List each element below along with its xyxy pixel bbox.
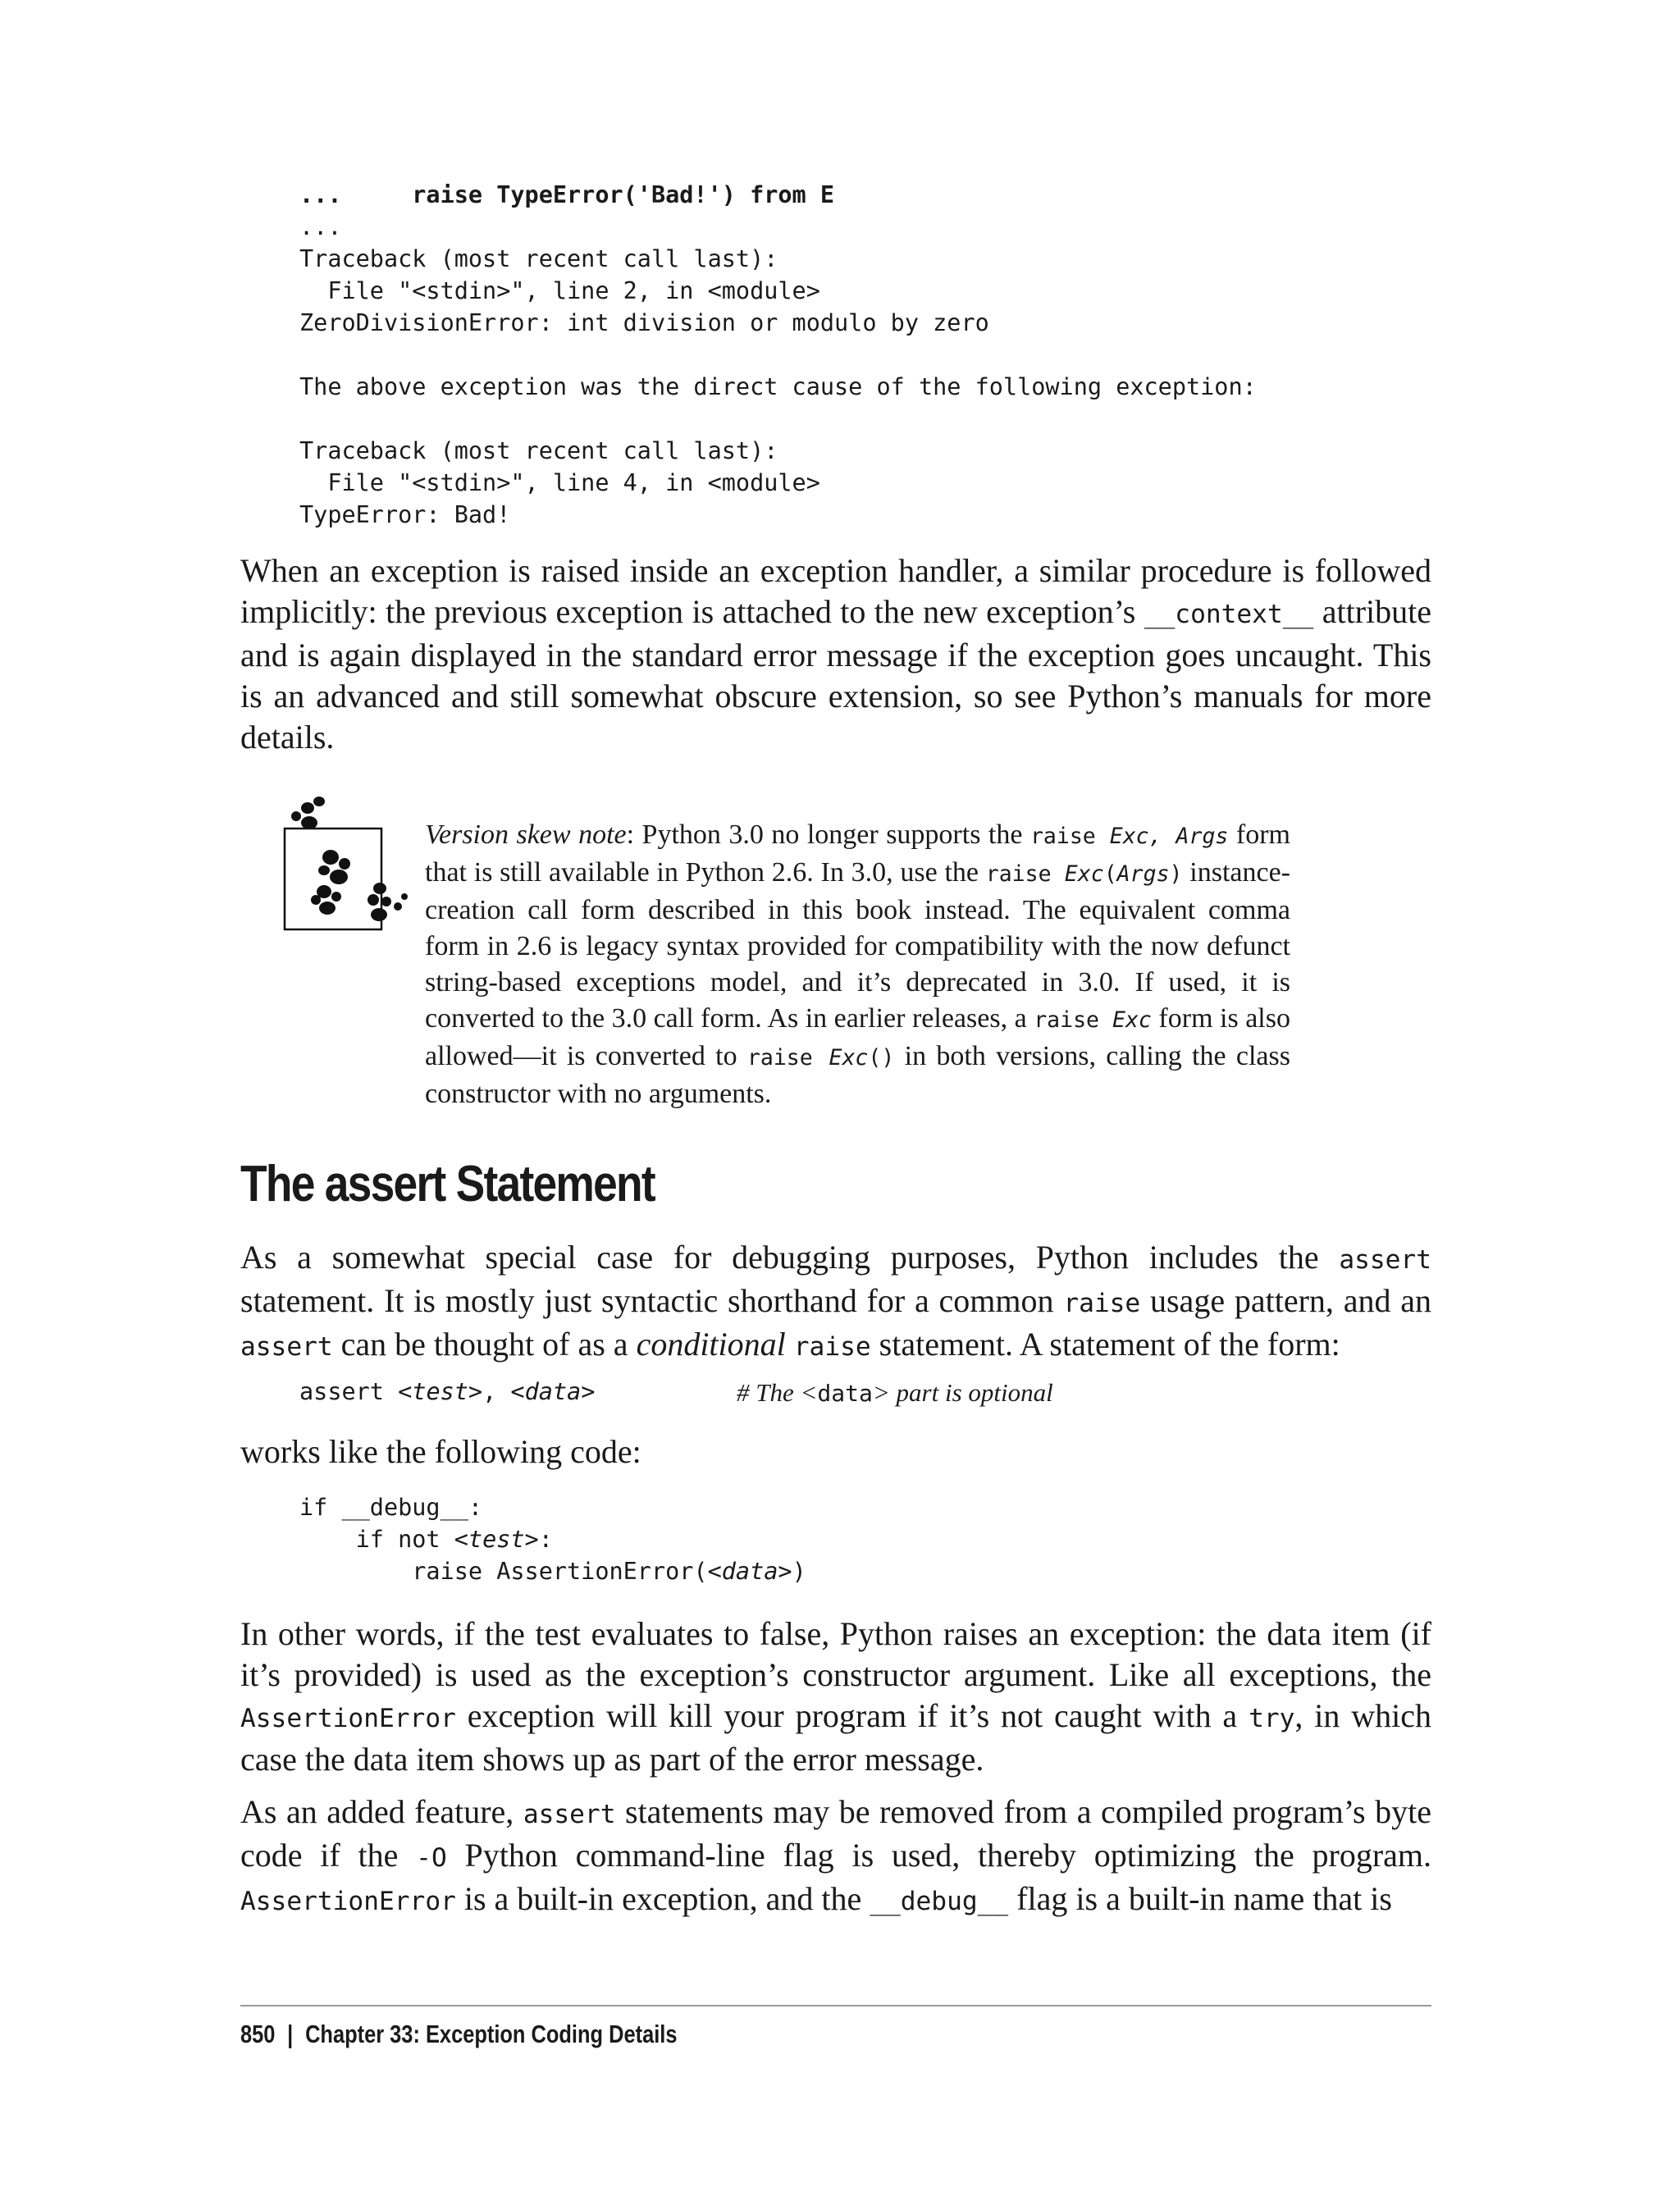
code-block-debug [299, 1491, 806, 1587]
code-line: Traceback (most recent call last): [299, 245, 778, 272]
code-line: File "<stdin>", line 2, in <module> [299, 277, 820, 304]
version-skew-note: Version skew note: Python 3.0 no longer supports the raise Exc, Args form that is still available in Python 2.6. In 3.0, use the raise Exc(Args) instance-creation call form described in this book instead. The equivalent comma form in 2.6 is legacy syntax provided for compatibility with the now defunct string-based exceptions model, and it’s deprecated in 3.0. If used, it is converted to the 3.0 call form. As in earlier releases, a raise Exc form is also allowed—it is converted to raise Exc() in both versions, calling the class constructor with no arguments. [425, 819, 1290, 1109]
code-line: raise AssertionError(<data>) [299, 1558, 806, 1585]
footer-separator: | [287, 2020, 294, 2048]
code-line: The above exception was the direct cause of the following exception: [299, 373, 1257, 400]
paragraph-assert-intro: As a somewhat special case for debugging purposes, Python includes the assert statement. It is mostly just syntactic shorthand for a common raise usage pattern, and an assert can be thought of as a conditional raise statement. A statement of the form: [240, 1239, 1432, 1363]
code-line: if not <test>: [299, 1526, 553, 1553]
code-line: File "<stdin>", line 4, in <module> [299, 469, 820, 496]
footer-divider [240, 2005, 1431, 2006]
section-heading: The assert Statement [240, 1156, 655, 1212]
code-line: ... [299, 213, 342, 240]
assert-form-comment: # The <data> part is optional [737, 1378, 1053, 1407]
page-number: 850 [240, 2020, 276, 2048]
paragraph-context: When an exception is raised inside an exception handler, a similar procedure is followed implicitly: the previous exception is attached to the new exception’s __context__ attribute and is again displayed in the standard error message if the exception goes uncaught. This is an advanced and still somewhat obscure extension, so see Python’s manuals for more details. [240, 552, 1432, 756]
code-block-traceback [299, 179, 1257, 531]
code-line: if __debug__: [299, 1494, 483, 1521]
paw-prints-icon [283, 792, 416, 935]
code-line: TypeError: Bad! [299, 501, 511, 528]
page-footer [240, 2020, 677, 2049]
paragraph-optimize-flag: As an added feature, assert statements may be removed from a compiled program’s byte code if the -O Python command-line flag is used, thereby optimizing the program. AssertionError is a built-in exception, and the __debug__ flag is a built-in name that is [240, 1793, 1432, 1917]
paragraph-assertion-error: In other words, if the test evaluates to false, Python raises an exception: the data item (if it’s provided) is used as the exception’s constructor argument. Like all exceptions, the AssertionError exception will kill your program if it’s not caught with a try, in which case the data item shows up as part of the error message. [240, 1615, 1431, 1778]
chapter-title: Chapter 33: Exception Coding Details [305, 2020, 678, 2048]
code-line: ... raise TypeError('Bad!') from E [299, 181, 835, 208]
assert-form-code: assert <test>, <data> [299, 1378, 596, 1405]
code-line: Traceback (most recent call last): [299, 437, 778, 464]
code-line: ZeroDivisionError: int division or modulo by zero [299, 309, 989, 336]
paragraph-works-like: works like the following code: [240, 1433, 641, 1470]
